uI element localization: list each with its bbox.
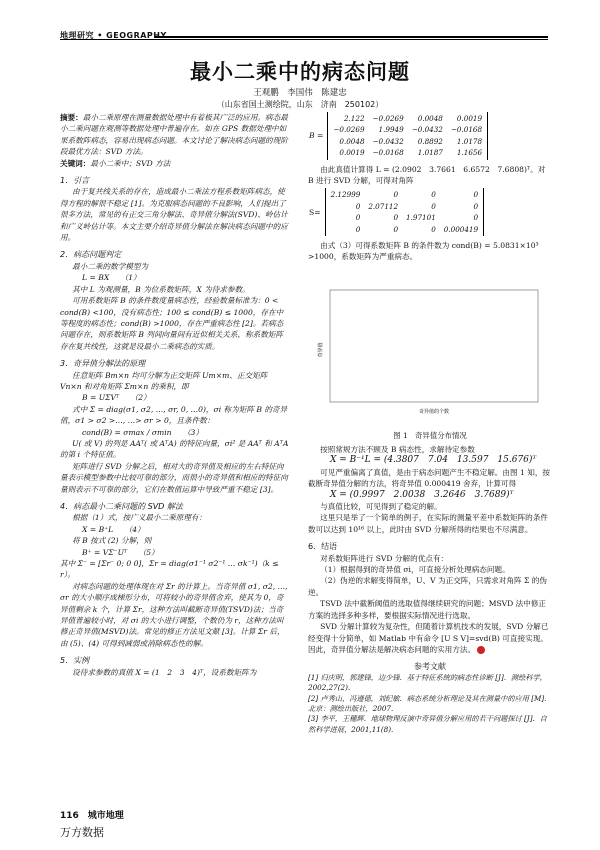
section-1-heading: 1．引言 — [60, 176, 90, 186]
matrix-b-cell: −0.0432 — [411, 125, 443, 135]
matrix-s-row — [327, 224, 483, 235]
references-heading: 参考文献 — [414, 662, 446, 672]
matrix-b-cell: 0.0048 — [417, 114, 443, 123]
section-4-text-4: 对病态问题的处理体现在对 Σr 的计算上。当奇异值 σ1, σ2, …, σr 的大小顺序成梯形分布，可将较小的奇异值舍弃，使其为 0，奇异值剩余 k 个，计算 Σr，这种方法叫截断奇异值(TSVD)法；当奇异值普遍较小时，对 σi 的大小进行调整，个数仍为 r，这种方法叫修正奇异值(MSVD)法。常见的修正方法见文献 [3]。计算 Σr 后，由 (5)、(4) 可得到减弱或消除病态性的解。 — [60, 581, 288, 648]
matrix-b-body — [329, 113, 486, 159]
running-header — [0, 2, 600, 38]
equation-5: B⁺ = VΣ⁻Uᵀ （5） — [82, 547, 159, 557]
figure-ylabel: 奇异值 — [318, 342, 324, 358]
section-6-heading: 6．结语 — [308, 542, 338, 552]
right-text-6: 这里只是举了一个简单的例子，在实际的测量平差中系数矩阵的条件数可以达到 10¹⁶ 以上，此时由 SVD 分解所得的结果也不尽满意。 — [308, 513, 548, 534]
section-4-text-2: 将 B 按式 (2) 分解，则 — [72, 536, 152, 546]
matrix-s-row — [327, 189, 483, 200]
matrix-b-cell: −0.0168 — [372, 148, 404, 158]
matrix-s-cell: 0 — [355, 201, 361, 211]
matrix-b-cell: 2.122 — [343, 114, 365, 123]
matrix-s-cell: 2.07112 — [368, 201, 399, 211]
result-equation-2: X = (0.9997 2.0038 3.2646 3.7689)ᵀ — [330, 489, 514, 500]
section-5-heading: 5．实例 — [60, 656, 90, 666]
figure-xlabel: 奇异值的个数 — [418, 409, 450, 415]
matrix-s-cell: 0 — [473, 201, 479, 211]
footer-brand: 万方数据 — [60, 826, 104, 839]
section-2-text-3: 可用系数矩阵 B 的条件数度量病态性，经验数量标准为：0 < cond(B) <100，没有病态性；100 ≤ cond(B) ≤ 1000，存在中等程度的病态性；cond(B) >1000，存在严重病态性 [2]。若病态问题存在，则系数矩阵 B 列间向量间有近似相关关系，称系数矩阵存在复共线性，这就是设最小二乘病态的实质。 — [60, 296, 284, 351]
equation-4: X = B⁺L （4） — [82, 524, 145, 534]
matrix-b-cell: 1.9949 — [378, 125, 404, 135]
right-text-4: 可见严重偏离了真值，是由于病态问题产生不稳定解。由图 1 知，按截断奇异值分解的方法，将奇异值 0.000419 舍弃，计算可得 — [308, 467, 551, 489]
section-4-heading: 4．病态最小二乘问题的 SVD 解法 — [60, 502, 183, 511]
section-3-text-3: U( 或 V) 的列是 AAᵀ( 或 AᵀA) 的特征向量，σi² 是 AAᵀ 和 AᵀA 的第 i 个特征值。 — [60, 438, 289, 460]
left-column — [60, 112, 290, 678]
section-6-text-3: TSVD 法中截断阈值的选取值得继续研究的问题；MSVD 法中修正方案的选择多种多样，要根据实际情况进行选取。 — [308, 599, 547, 620]
section-6-text-0: 对系数矩阵进行 SVD 分解的优点有： — [320, 553, 449, 563]
affiliation: （山东省国土测绘院，山东 济南 250102） — [216, 100, 384, 109]
matrix-s-cell: 0 — [393, 224, 399, 234]
matrix-b-label: B = — [309, 131, 324, 141]
section-3-text-2: 式中 Σ = diag(σ1, σ2, …, σr, 0, …0)，σi 称为矩阵 B 的奇异值，σ1 > σ2 >…, …> σr > 0，且条件数： — [60, 404, 288, 426]
matrix-b-cell: 1.0178 — [456, 136, 483, 146]
matrix-b-cell: 0.0048 — [339, 136, 365, 146]
matrix-b-row — [329, 124, 486, 135]
section-4-text-3: 其中 Σ⁻ = [Σr⁻ 0; 0 0]，Σr = diag(σ1⁻¹ σ2⁻¹ … σk⁻¹)（k ≤ r）。 — [60, 559, 279, 580]
section-2-text-1: 最小二乘的数学模型为 — [72, 261, 149, 271]
equation-1: L = BX （1） — [82, 273, 141, 283]
matrix-s-label: S= — [309, 207, 321, 217]
right-text-1: 由此真值计算得 L = (2.0902 3.7661 6.6572 7.6808)ᵀ。对 B 进行 SVD 分解，可得对角阵 — [308, 164, 546, 186]
section-2-text-2: 其中 L 为观测量，B 为位系数矩阵，X 为待求参数。 — [72, 284, 250, 294]
matrix-b-cell: 1.0187 — [417, 148, 443, 158]
paper-title: 最小二乘中的病态问题 — [190, 60, 410, 84]
end-mark-icon — [477, 646, 485, 654]
page-footer: 116 城市地理 — [60, 811, 124, 821]
matrix-s — [308, 188, 484, 236]
matrix-b-cell: −0.0269 — [333, 125, 365, 135]
section-3-text-4: 矩阵进行 SVD 分解之后，相对大的奇异值及相应的左右特征向量表示模型参数中比较可靠的部分，而很小的奇异值和相应的特征向量则表示不可靠的部分，它们在数值运算中导致严重不稳定 [3]。 — [60, 461, 288, 494]
figure-caption: 图 1 奇异值分布情况 — [393, 431, 467, 440]
authors: 王观鹏 李国伟 陈建忠 — [253, 88, 347, 98]
matrix-s-body — [327, 189, 483, 235]
matrix-s-cell: 0.000419 — [443, 224, 479, 234]
matrix-s-cell: 0 — [355, 224, 361, 234]
equation-3: cond(B) = σmax / σmin （3） — [82, 427, 203, 437]
matrix-b-cell: −0.0432 — [372, 136, 404, 146]
matrix-s-cell: 0 — [431, 224, 436, 234]
matrix-s-cell: 0 — [431, 190, 436, 200]
section-6-text-2: （2）伪逆的求解变得简单，U、V 为正交阵，只需求对角阵 Σ 的伪逆。 — [308, 576, 547, 597]
matrix-b-cell: 1.1656 — [456, 148, 483, 158]
header-rule-thin — [60, 39, 548, 40]
matrix-b-row — [329, 113, 486, 124]
section-2-heading: 2．病态问题判定 — [60, 250, 122, 260]
matrix-s-cell: 0 — [473, 190, 479, 200]
matrix-s-cell: 2.12999 — [330, 190, 361, 200]
running-header-text: 地理研究 • GEOGRAPHY — [60, 31, 167, 40]
right-text-5: 与真值比较，可见得到了稳定的解。 — [320, 502, 442, 512]
section-4-text-1: 根据（1）式，按广义最小二乘原理有： — [72, 513, 207, 523]
result-equation-1: X = B⁻¹L = (4.3807 7.04 13.597 15.676)ᵀ — [330, 455, 537, 466]
matrix-s-cell: 0 — [431, 201, 436, 211]
references-list — [308, 673, 552, 735]
section-6-text-1: （1）根据得到的奇异值 σi，可直接分析处理病态问题。 — [320, 565, 510, 575]
matrix-b-cell: 0.8892 — [417, 136, 443, 146]
right-column-bottom — [308, 444, 552, 735]
keywords: 关键词：最小二乘中；SVD 方法 — [60, 158, 171, 168]
equation-2: B = UΣVᵀ （2） — [82, 393, 151, 403]
matrix-s-cell: 0 — [473, 213, 479, 223]
singular-value-figure — [316, 288, 544, 416]
section-1-text: 由于复共线关系的存在，造成最小二乘法方程系数矩阵病态，使得方程的解很不稳定 [1]。为克服病态问题的不良影响，人们提出了很多方法，常见的有正交三角分解法、奇异值分解法(SVD)、岭估计和广义岭估计等。本文主要介绍奇异值分解法在解决病态问题中的应用。 — [60, 187, 288, 243]
matrix-b-row — [329, 136, 486, 147]
matrix-b — [308, 112, 488, 160]
reference-item: [3] 李平，王穗辉．地球物理反演中奇异值分解应用的若干问题探讨 [J]．自然科学进展，2001,11(8). — [308, 714, 547, 734]
matrix-s-row — [327, 201, 483, 212]
matrix-s-cell: 0 — [355, 213, 361, 223]
header-rule — [155, 36, 548, 38]
section-5-text-1: 设待求参数的真值 X = (1 2 3 4)ᵀ，设系数矩阵为 — [72, 667, 257, 677]
section-3-text-1: 任意矩阵 Bm×n 均可分解为正交矩阵 Um×m、正交矩阵 Vn×n 和对角矩阵 Σm×n 的乘积，即 — [60, 370, 268, 391]
matrix-b-cell: −0.0269 — [372, 114, 404, 123]
section-6-text-4: SVD 分解计算较为复杂性，但随着计算机技术的发展，SVD 分解已经变得十分简单，如 Matlab 中有命令 [U S V]=svd(B) 可直接实现。因此，奇异值分解法是解决病态问题的实用方法。 — [308, 622, 549, 654]
matrix-b-cell: 0.0019 — [339, 148, 365, 158]
abstract: 摘要：最小二乘原理在测量数据处理中有着极其广泛的应用。病态最小二乘问题在观测等数据处理中普遍存在。如在 GPS 数据处理中如果系数阵病态，容易出现病态问题。本文讨论了解决病态问题的现阶段最优方法：SVD 方法。 — [60, 113, 288, 157]
matrix-s-row — [327, 212, 483, 223]
reference-item: [2] 卢秀山，冯遵德，刘纪敏．病态系统分析理论及其在测量中的应用 [M]．北京：测绘出版社，2007. — [308, 693, 552, 713]
matrix-b-cell: 0.0019 — [456, 114, 483, 123]
matrix-s-cell: 0 — [393, 190, 399, 200]
plot-frame — [330, 290, 538, 402]
reference-item: [1] 归庆明，郭建锋，边少锋．基于特征系统的病态性诊断 [J]．测绘科学，2002,27(2). — [308, 672, 547, 693]
matrix-b-row — [329, 147, 486, 158]
right-text-3: 按照常规方法不顾及 B 病态性，求解待定参数 — [320, 445, 475, 454]
matrix-b-cell: −0.0168 — [450, 125, 483, 135]
right-text-2: 由式（3）可得系数矩阵 B 的条件数为 cond(B) = 5.0831×10³ >1000，系数矩阵为严重病态。 — [308, 241, 539, 262]
matrix-s-cell: 0 — [393, 213, 399, 223]
right-column-top — [308, 112, 552, 263]
section-3-heading: 3．奇异值分解法的原理 — [60, 359, 146, 369]
matrix-s-cell: 1.97101 — [406, 213, 436, 223]
